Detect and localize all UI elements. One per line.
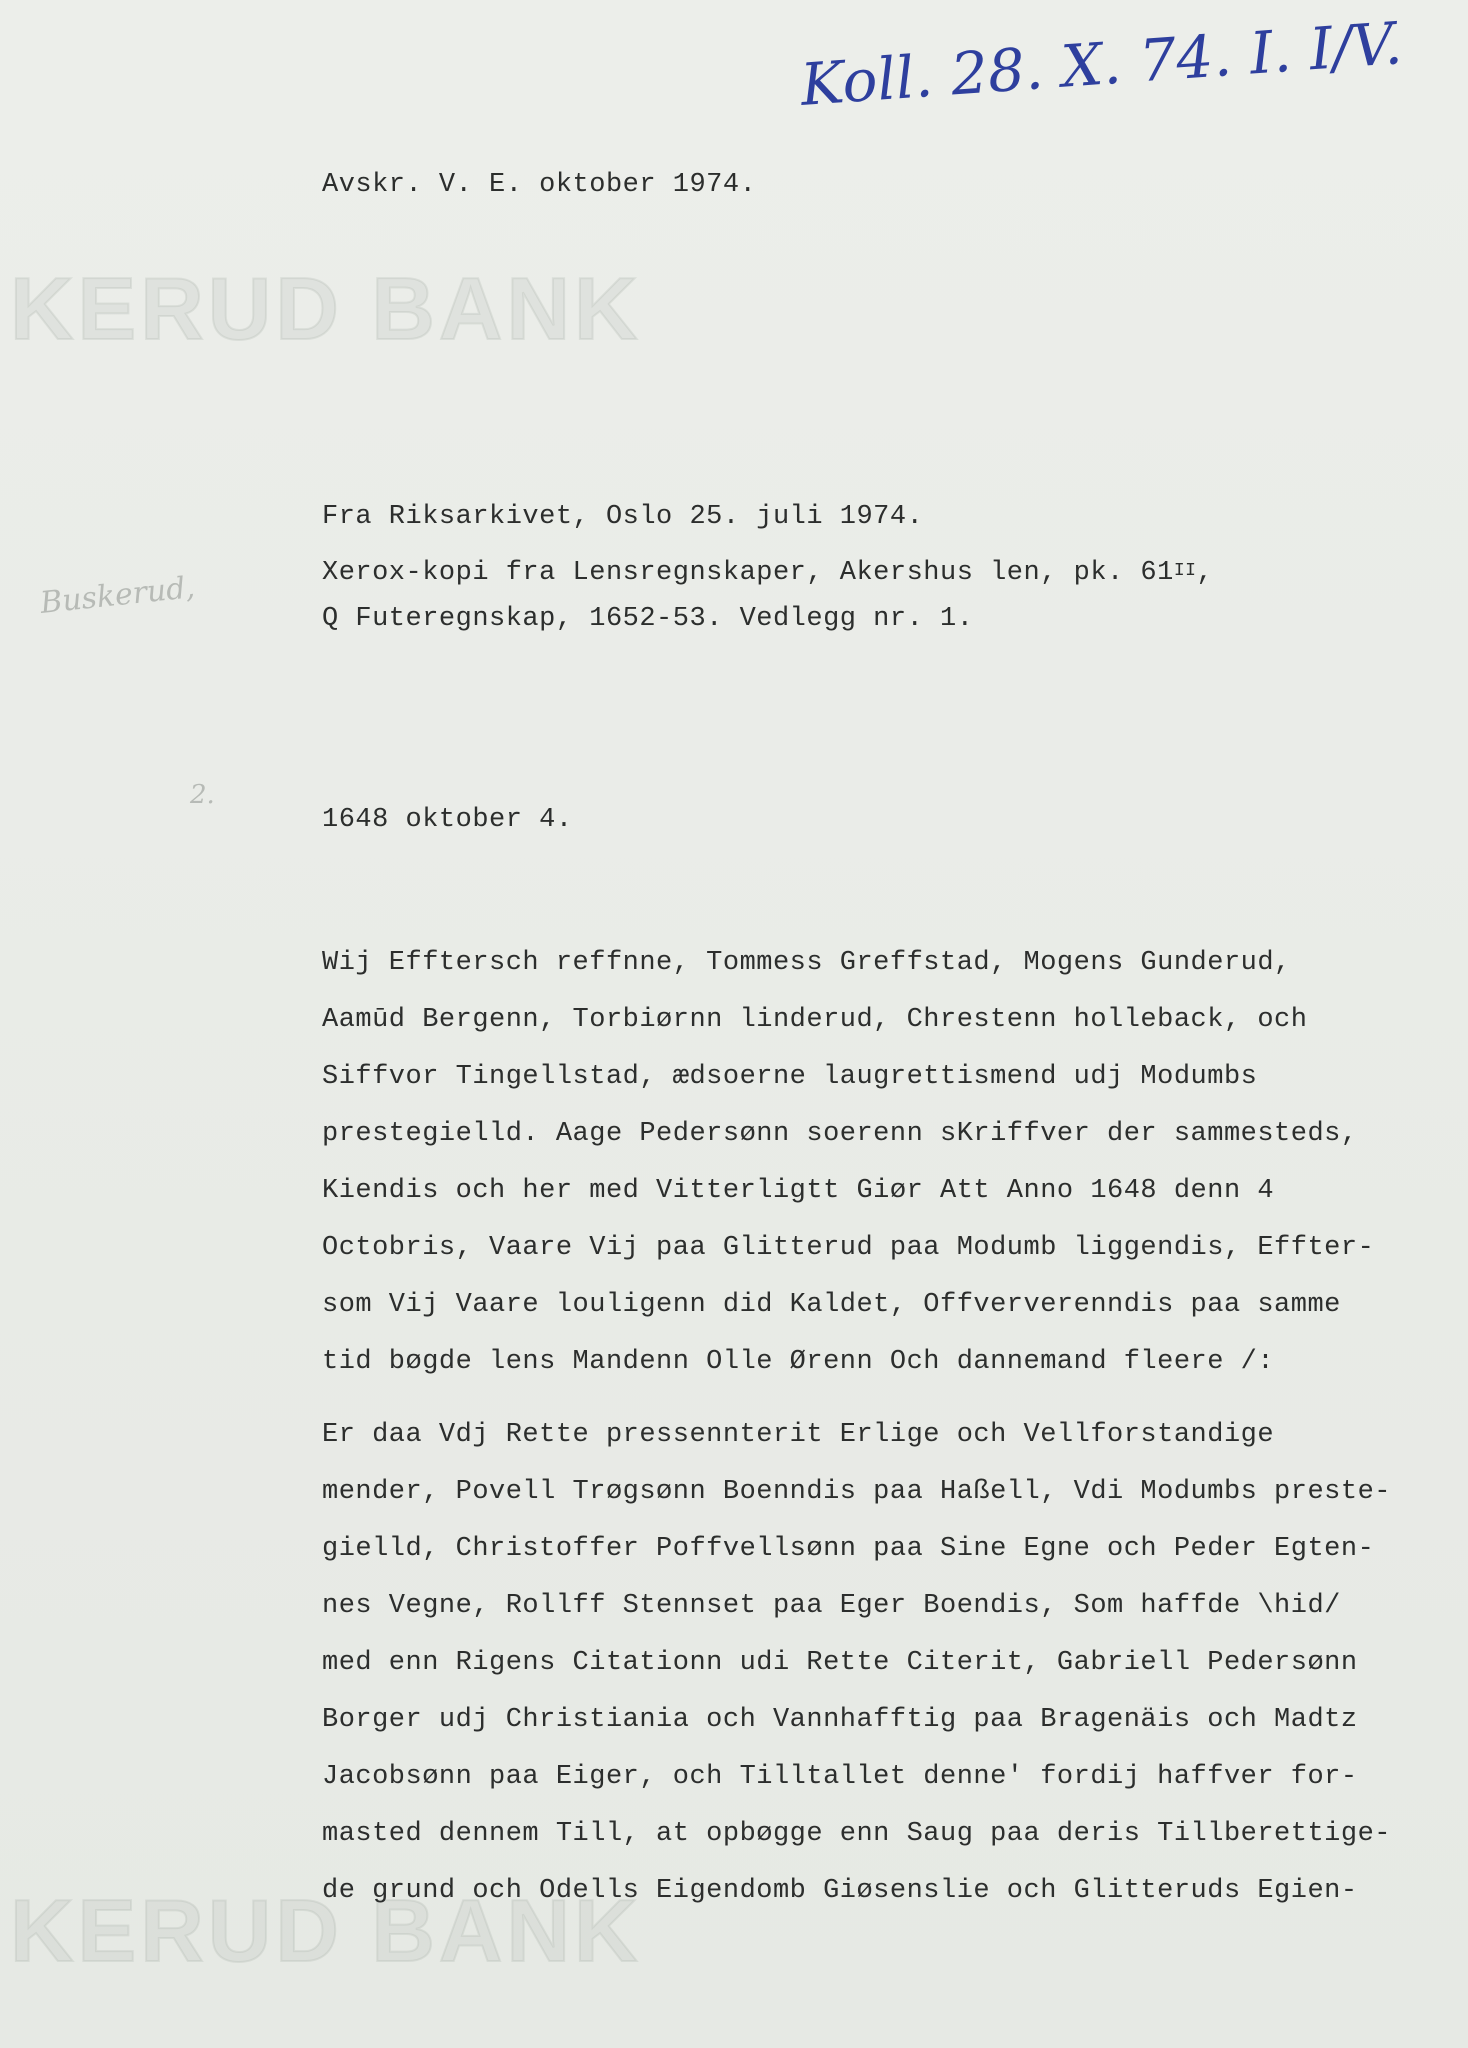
margin-mark: 2. [190, 780, 215, 810]
source-line-2-text: Xerox-kopi fra Lensregnskaper, Akershus len, pk. 61 [322, 558, 1174, 588]
body-line: mender, Povell Trøgsønn Boenndis paa Haßell, Vdi Modumbs preste- [322, 1477, 1391, 1507]
body-line: Jacobsønn paa Eiger, och Tilltallet denne' fordij haffver for- [322, 1762, 1358, 1792]
body-line: Octobris, Vaare Vij paa Glitterud paa Modumb liggendis, Effter- [322, 1233, 1375, 1263]
body-line: med enn Rigens Citationn udi Rette Citerit, Gabriell Pedersønn [322, 1648, 1358, 1678]
body-line: masted dennem Till, at opbøgge enn Saug paa deris Tillberettige- [322, 1819, 1391, 1849]
source-line-2-superscript: II [1173, 561, 1197, 581]
margin-note-buskerud: Buskerud, [38, 569, 197, 622]
source-line-1: Fra Riksarkivet, Oslo 25. juli 1974. [322, 502, 924, 532]
watermark-bottom: KERUD BANK [10, 1881, 642, 1980]
archive-reference-annotation: Koll. 28. X. 74. I. I/V. [798, 9, 1405, 119]
body-line: Aamūd Bergenn, Torbiørnn linderud, Chrestenn holleback, och [322, 1005, 1308, 1035]
source-line-2 [322, 558, 1213, 588]
body-line: Borger udj Christiania och Vannhafftig paa Bragenäis och Madtz [322, 1705, 1358, 1735]
body-line: nes Vegne, Rollff Stennset paa Eger Boendis, Som haffde \hid/ [322, 1591, 1341, 1621]
body-line: tid bøgde lens Mandenn Olle Ørenn Och dannemand fleere /: [322, 1347, 1275, 1377]
watermark-top: KERUD BANK [10, 259, 642, 358]
body-line: Wij Efftersch reffnne, Tommess Greffstad, Mogens Gunderud, [322, 948, 1291, 978]
body-line: de grund och Odells Eigendomb Giøsenslie och Glitteruds Egien- [322, 1876, 1358, 1906]
document-date: 1648 oktober 4. [322, 805, 573, 835]
body-line: Er daa Vdj Rette pressennterit Erlige och Vellforstandige [322, 1420, 1275, 1450]
source-line-2-tail: , [1196, 558, 1214, 588]
body-line: gielld, Christoffer Poffvellsønn paa Sine Egne och Peder Egten- [322, 1534, 1375, 1564]
body-line: prestegielld. Aage Pedersønn soerenn sKriffver der sammesteds, [322, 1119, 1358, 1149]
body-line: Siffvor Tingellstad, ædsoerne laugrettismend udj Modumbs [322, 1062, 1258, 1092]
body-line: Kiendis och her med Vitterligtt Giør Att Anno 1648 denn 4 [322, 1176, 1275, 1206]
transcription-header: Avskr. V. E. oktober 1974. [322, 170, 757, 200]
source-line-3: Q Futeregnskap, 1652-53. Vedlegg nr. 1. [322, 604, 974, 634]
body-line: som Vij Vaare louligenn did Kaldet, Offververenndis paa samme [322, 1290, 1341, 1320]
